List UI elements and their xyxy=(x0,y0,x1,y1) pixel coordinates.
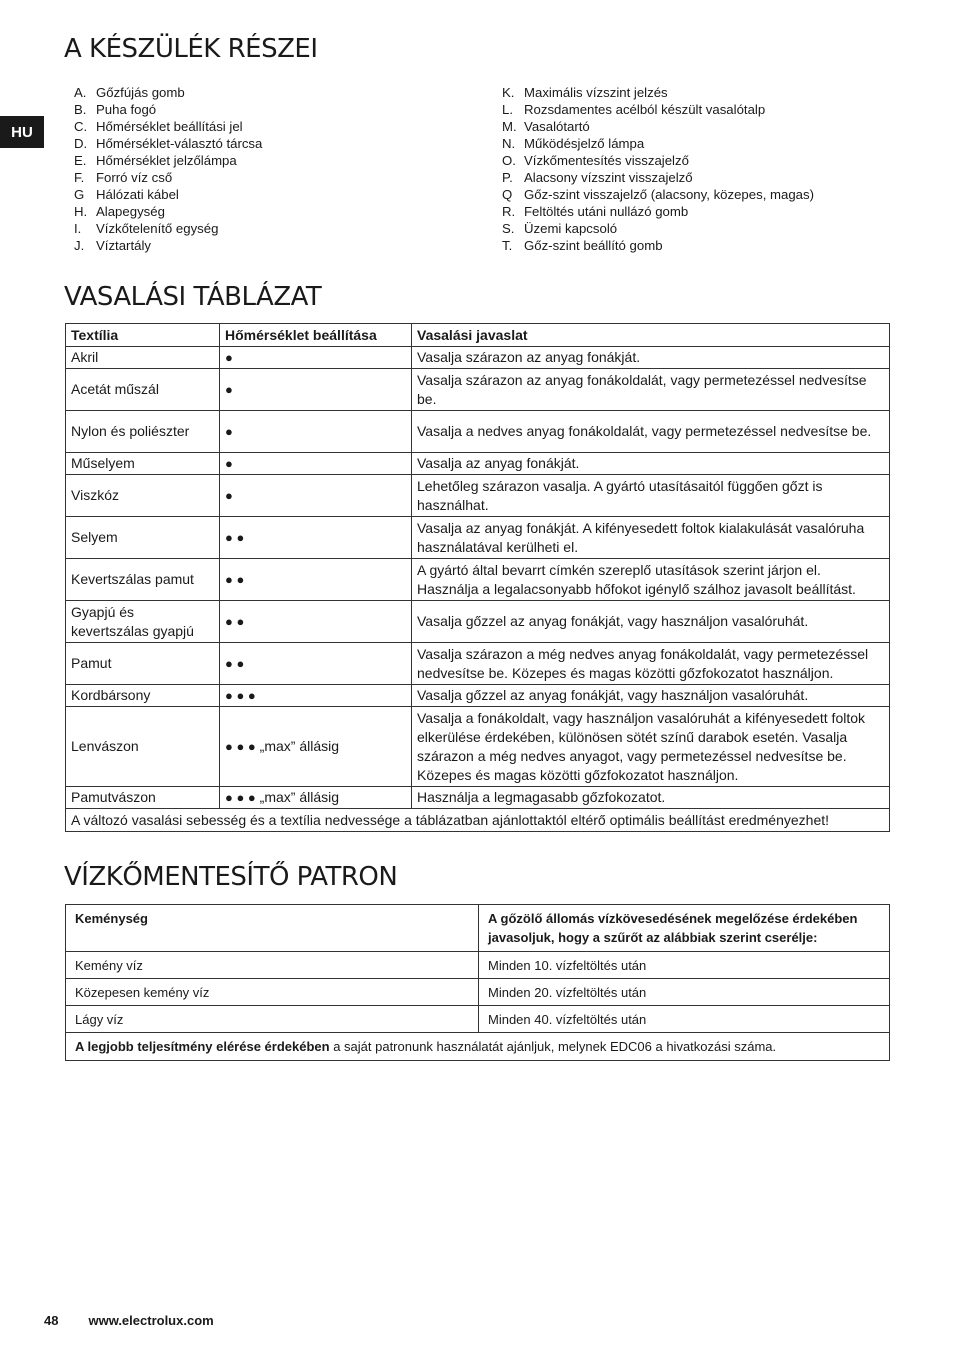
part-item xyxy=(502,169,814,186)
part-key: O. xyxy=(502,153,516,168)
part-label: Maximális vízszint jelzés xyxy=(524,85,668,100)
temperature-dots: ● xyxy=(225,382,233,397)
patron-footnote-row xyxy=(66,1033,890,1061)
part-label: Rozsdamentes acélból készült vasalótalp xyxy=(524,102,766,117)
fabric-cell: Műselyem xyxy=(66,453,220,475)
advice-cell: Vasalja az anyag fonákját. xyxy=(412,453,890,475)
patron-table-row xyxy=(66,952,890,979)
advice-cell: Lehetőleg szárazon vasalja. A gyártó utasításaitól függően gőzt is használhat. xyxy=(412,475,890,517)
part-item xyxy=(502,186,814,203)
part-key: G xyxy=(74,187,85,202)
hardness-cell: Közepesen kemény víz xyxy=(66,979,479,1006)
interval-cell: Minden 40. vízfeltöltés után xyxy=(479,1006,890,1033)
ironing-table-row xyxy=(66,685,890,707)
fabric-cell: Pamut xyxy=(66,643,220,685)
part-item xyxy=(74,237,262,254)
temperature-dots: ● ● xyxy=(225,572,245,587)
hardness-cell: Kemény víz xyxy=(66,952,479,979)
part-key: E. xyxy=(74,153,87,168)
temperature-dots: ● ● ● xyxy=(225,688,256,703)
part-key: M. xyxy=(502,119,517,134)
part-label: Gőzfújás gomb xyxy=(96,85,185,100)
col-header-hardness: Keménység xyxy=(66,905,479,952)
part-item xyxy=(74,101,262,118)
parts-list-left xyxy=(74,84,262,254)
part-item xyxy=(502,101,814,118)
fabric-cell: Nylon és poliészter xyxy=(66,411,220,453)
advice-cell: Vasalja szárazon a még nedves anyag fonákoldalát, vagy permetezéssel nedvesítse be. Közepes és magas közötti gőzfokozatot használjon. xyxy=(412,643,890,685)
part-item xyxy=(74,186,262,203)
part-key: C. xyxy=(74,119,88,134)
ironing-table-row xyxy=(66,601,890,643)
fabric-cell: Lenvászon xyxy=(66,707,220,787)
part-item xyxy=(74,169,262,186)
fabric-cell: Akril xyxy=(66,347,220,369)
advice-cell: Vasalja gőzzel az anyag fonákját, vagy használjon vasalóruhát. xyxy=(412,601,890,643)
part-key: N. xyxy=(502,136,516,151)
part-key: R. xyxy=(502,204,516,219)
part-label: Feltöltés utáni nullázó gomb xyxy=(524,204,689,219)
ironing-table-row xyxy=(66,411,890,453)
fabric-cell: Viszkóz xyxy=(66,475,220,517)
part-label: Forró víz cső xyxy=(96,170,173,185)
part-key: D. xyxy=(74,136,88,151)
temperature-cell xyxy=(220,453,412,475)
advice-cell: Használja a legmagasabb gőzfokozatot. xyxy=(412,787,890,809)
part-key: J. xyxy=(74,238,85,253)
part-item xyxy=(74,152,262,169)
temperature-extra: „max” állásig xyxy=(255,789,340,805)
temperature-dots: ● ● ● xyxy=(225,739,256,754)
patron-table-row xyxy=(66,1006,890,1033)
page-number: 48 xyxy=(44,1313,59,1328)
part-item xyxy=(502,203,814,220)
temperature-cell xyxy=(220,517,412,559)
part-label: Hőmérséklet beállítási jel xyxy=(96,119,243,134)
temperature-cell xyxy=(220,707,412,787)
patron-footnote xyxy=(66,1033,890,1061)
temperature-dots: ● xyxy=(225,488,233,503)
part-key: T. xyxy=(502,238,513,253)
patron-footnote-text: a saját patronunk használatát ajánljuk, melynek EDC06 a hivatkozási száma. xyxy=(329,1039,777,1054)
temperature-dots: ● xyxy=(225,456,233,471)
part-label: Hálózati kábel xyxy=(96,187,179,202)
temperature-dots: ● xyxy=(225,350,233,365)
col-header-advice: Vasalási javaslat xyxy=(412,324,890,347)
ironing-table-footnote: A változó vasalási sebesség és a textília nedvessége a táblázatban ajánlottaktól eltérő optimális beállítást eredményezhet! xyxy=(66,809,890,832)
col-header-fabric: Textília xyxy=(66,324,220,347)
col-header-replacement: A gőzölő állomás vízkövesedésének megelőzése érdekében javasoljuk, hogy a szűrőt az alábbiak szerint cserélje: xyxy=(479,905,890,952)
part-item xyxy=(74,220,262,237)
fabric-cell: Selyem xyxy=(66,517,220,559)
ironing-table xyxy=(65,323,890,832)
temperature-cell xyxy=(220,643,412,685)
ironing-table-row xyxy=(66,787,890,809)
part-label: Víztartály xyxy=(96,238,151,253)
part-label: Hőmérséklet-választó tárcsa xyxy=(96,136,263,151)
part-item xyxy=(74,135,262,152)
part-label: Gőz-szint visszajelző (alacsony, közepes, magas) xyxy=(524,187,814,202)
advice-cell: Vasalja gőzzel az anyag fonákját, vagy használjon vasalóruhát. xyxy=(412,685,890,707)
advice-cell: Vasalja az anyag fonákját. A kifényesedett foltok kialakulását vasalóruha használatával kerülheti el. xyxy=(412,517,890,559)
temperature-cell xyxy=(220,601,412,643)
part-key: H. xyxy=(74,204,88,219)
patron-title: VÍZKŐMENTESÍTŐ PATRON xyxy=(64,862,398,892)
temperature-cell xyxy=(220,475,412,517)
advice-cell: Vasalja szárazon az anyag fonákját. xyxy=(412,347,890,369)
ironing-table-header xyxy=(66,324,890,347)
interval-cell: Minden 10. vízfeltöltés után xyxy=(479,952,890,979)
ironing-table-row xyxy=(66,369,890,411)
ironing-table-row xyxy=(66,559,890,601)
temperature-dots: ● ● xyxy=(225,614,245,629)
parts-title: A KÉSZÜLÉK RÉSZEI xyxy=(64,34,318,64)
fabric-cell: Kordbársony xyxy=(66,685,220,707)
part-label: Puha fogó xyxy=(96,102,157,117)
patron-table-header xyxy=(66,905,890,952)
part-key: L. xyxy=(502,102,513,117)
part-label: Működésjelző lámpa xyxy=(524,136,645,151)
fabric-cell: Pamutvászon xyxy=(66,787,220,809)
col-header-temperature: Hőmérséklet beállítása xyxy=(220,324,412,347)
part-key: S. xyxy=(502,221,515,236)
part-item xyxy=(502,84,814,101)
advice-cell: Vasalja szárazon az anyag fonákoldalát, vagy permetezéssel nedvesítse be. xyxy=(412,369,890,411)
interval-cell: Minden 20. vízfeltöltés után xyxy=(479,979,890,1006)
part-item xyxy=(74,84,262,101)
part-key: F. xyxy=(74,170,85,185)
ironing-table-row xyxy=(66,453,890,475)
temperature-cell xyxy=(220,369,412,411)
patron-footnote-bold: A legjobb teljesítmény elérése érdekében xyxy=(75,1039,330,1054)
temperature-cell xyxy=(220,787,412,809)
part-label: Vízkőtelenítő egység xyxy=(96,221,219,236)
temperature-cell xyxy=(220,559,412,601)
language-tab: HU xyxy=(0,116,44,148)
fabric-cell: Acetát műszál xyxy=(66,369,220,411)
part-item xyxy=(74,203,262,220)
part-key: Q xyxy=(502,187,513,202)
descaling-cartridge-table xyxy=(65,904,890,1061)
part-label: Vasalótartó xyxy=(524,119,590,134)
temperature-dots: ● ● xyxy=(225,530,245,545)
part-label: Gőz-szint beállító gomb xyxy=(524,238,663,253)
page-footer xyxy=(44,1313,244,1328)
part-key: I. xyxy=(74,221,82,236)
part-key: A. xyxy=(74,85,87,100)
fabric-cell: Kevertszálas pamut xyxy=(66,559,220,601)
part-item xyxy=(502,135,814,152)
part-item xyxy=(502,220,814,237)
part-item xyxy=(74,118,262,135)
parts-list-right xyxy=(502,84,814,254)
part-key: B. xyxy=(74,102,87,117)
ironing-table-row xyxy=(66,643,890,685)
ironing-table-row xyxy=(66,707,890,787)
part-label: Üzemi kapcsoló xyxy=(524,221,618,236)
advice-cell: Vasalja a fonákoldalt, vagy használjon vasalóruhát a kifényesedett foltok elkerülése érdekében, különösen sötét színű darabok esetén. Vasalja szárazon a még nedves anyagot, vagy permetezéssel nedvesítse be. Közepes és magas közötti gőzfokozatot használjon. xyxy=(412,707,890,787)
temperature-cell xyxy=(220,347,412,369)
temperature-dots: ● xyxy=(225,424,233,439)
part-key: K. xyxy=(502,85,515,100)
temperature-dots: ● ● xyxy=(225,656,245,671)
advice-cell: Vasalja a nedves anyag fonákoldalát, vagy permetezéssel nedvesítse be. xyxy=(412,411,890,453)
ironing-table-row xyxy=(66,347,890,369)
temperature-cell xyxy=(220,411,412,453)
part-label: Alacsony vízszint visszajelző xyxy=(524,170,693,185)
part-label: Hőmérséklet jelzőlámpa xyxy=(96,153,237,168)
temperature-cell xyxy=(220,685,412,707)
footer-url: www.electrolux.com xyxy=(88,1313,214,1328)
patron-table-row xyxy=(66,979,890,1006)
part-label: Alapegység xyxy=(96,204,165,219)
part-item xyxy=(502,237,814,254)
hardness-cell: Lágy víz xyxy=(66,1006,479,1033)
part-label: Vízkőmentesítés visszajelző xyxy=(524,153,689,168)
fabric-cell: Gyapjú és kevertszálas gyapjú xyxy=(66,601,220,643)
temperature-dots: ● ● ● xyxy=(225,790,256,805)
ironing-table-row xyxy=(66,517,890,559)
part-item xyxy=(502,118,814,135)
part-item xyxy=(502,152,814,169)
ironing-table-footnote-row xyxy=(66,809,890,832)
ironing-table-row xyxy=(66,475,890,517)
temperature-extra: „max” állásig xyxy=(255,738,340,754)
part-key: P. xyxy=(502,170,513,185)
ironing-table-title: VASALÁSI TÁBLÁZAT xyxy=(64,282,322,312)
advice-cell: A gyártó által bevarrt címkén szereplő utasítások szerint járjon el. Használja a legalacsonyabb hőfokot igénylő szálhoz javasolt beállítást. xyxy=(412,559,890,601)
